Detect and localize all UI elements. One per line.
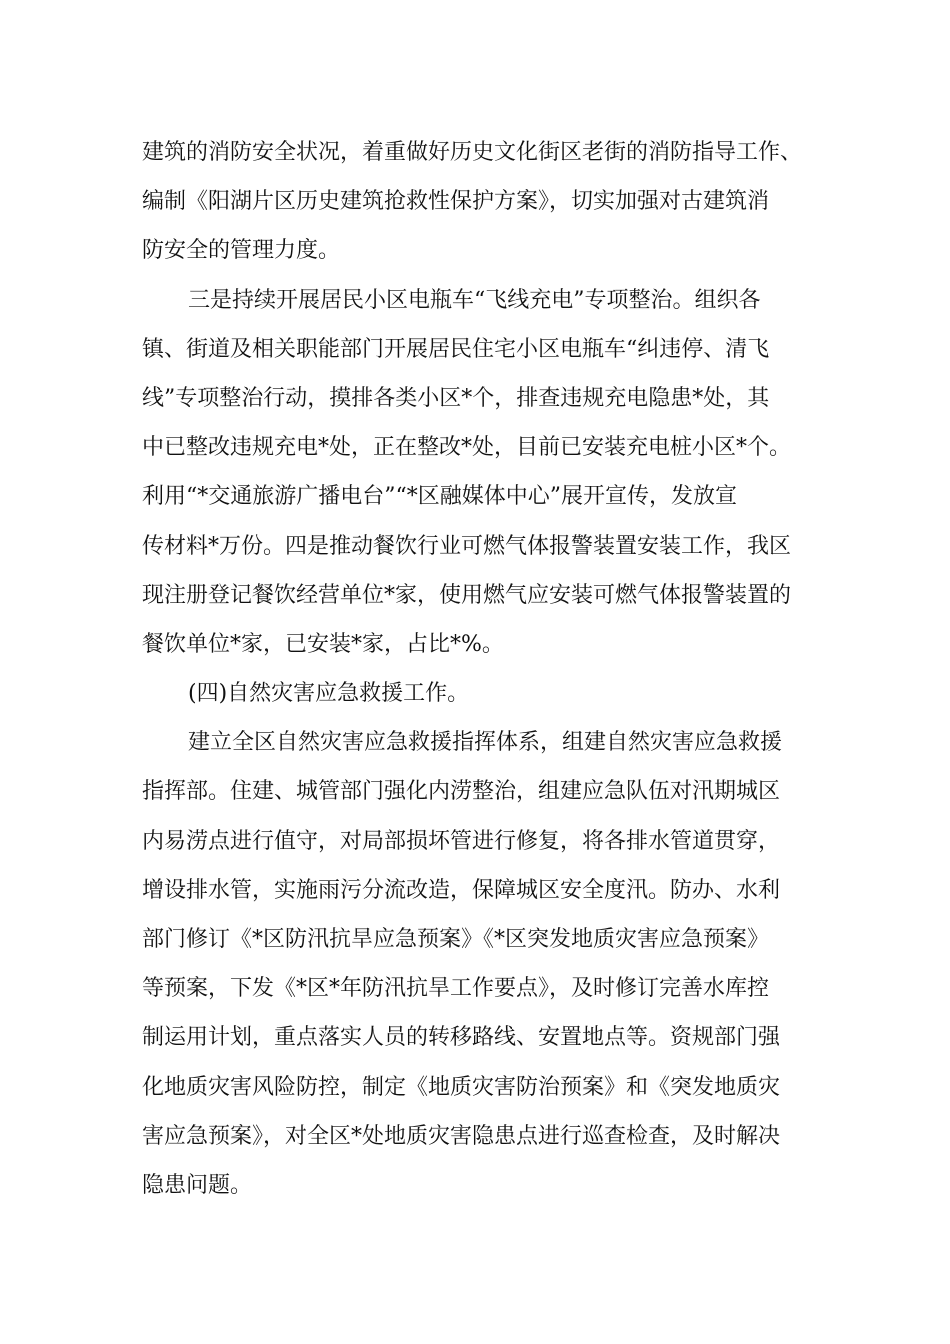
text-line: 中已整改违规充电*处，正在整改*处，目前已安装充电桩小区*个。 <box>142 435 792 461</box>
paragraph-start-line: 建立全区自然灾害应急救援指挥体系，组建自然灾害应急救援 <box>188 730 783 756</box>
text-line: 害应急预案》，对全区*处地质灾害隐患点进行巡查检查，及时解决 <box>142 1123 781 1149</box>
text-line: 线”专项整治行动，摸排各类小区*个，排查违规充电隐患*处，其 <box>142 385 770 411</box>
text-line: 建筑的消防安全状况，着重做好历史文化街区老街的消防指导工作、 <box>142 140 803 165</box>
text-line: 化地质灾害风险防控，制定《地质灾害防治预案》和《突发地质灾 <box>142 1074 781 1100</box>
text-line: 增设排水管，实施雨污分流改造，保障城区安全度汛。防办、水利 <box>142 877 781 903</box>
text-line: 隐患问题。 <box>142 1172 253 1198</box>
text-line: 镇、街道及相关职能部门开展居民住宅小区电瓶车“纠违停、清飞 <box>142 336 770 362</box>
text-line: 防安全的管理力度。 <box>142 238 341 264</box>
document-body <box>142 128 807 1210</box>
text-line: 指挥部。住建、城管部门强化内涝整治，组建应急队伍对汛期城区 <box>142 779 781 805</box>
text-line: 编制《阳湖片区历史建筑抢救性保护方案》，切实加强对古建筑消 <box>142 189 770 215</box>
text-line: 部门修订《*区防汛抗旱应急预案》《*区突发地质灾害应急预案》 <box>142 927 770 952</box>
text-line: 制运用计划，重点落实人员的转移路线、安置地点等。资规部门强 <box>142 1025 781 1051</box>
text-line: 现注册登记餐饮经营单位*家，使用燃气应安装可燃气体报警装置的 <box>142 582 792 608</box>
text-line: 内易涝点进行值守，对局部损坏管进行修复，将各排水管道贯穿， <box>142 828 781 854</box>
text-line: 利用“*交通旅游广播电台”“*区融媒体中心”展开宣传，发放宣 <box>142 484 737 510</box>
section-heading: (四)自然灾害应急救援工作。 <box>188 681 470 707</box>
text-line: 传材料*万份。四是推动餐饮行业可燃气体报警装置安装工作，我区 <box>142 533 792 559</box>
text-line: 餐饮单位*家，已安装*家，占比*%。 <box>142 631 504 657</box>
paragraph-start-line: 三是持续开展居民小区电瓶车“飞线充电”专项整治。组织各 <box>188 287 761 313</box>
text-line: 等预案，下发《*区*年防汛抗旱工作要点》，及时修订完善水库控 <box>142 976 770 1002</box>
